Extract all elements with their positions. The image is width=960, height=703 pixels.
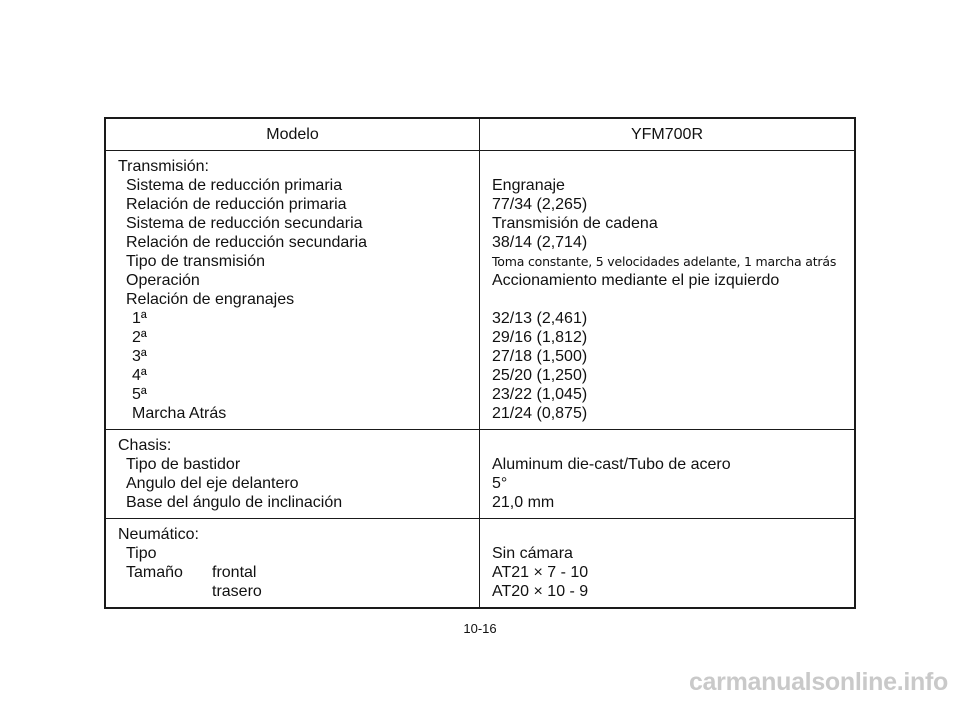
- section-title: Transmisión:: [118, 158, 209, 175]
- spec-label: Operación: [126, 272, 200, 289]
- chasis-labels: [106, 430, 480, 518]
- gear-value: 25/20 (1,250): [492, 367, 588, 384]
- gear-value: 27/18 (1,500): [492, 348, 588, 365]
- spec-value: 21,0 mm: [492, 494, 555, 511]
- transmision-values: [480, 151, 854, 429]
- spec-value: Toma constante, 5 velocidades adelante, 1 marcha atrás: [492, 254, 837, 269]
- gear-label: 4ª: [132, 367, 147, 384]
- spec-label: Angulo del eje delantero: [126, 475, 299, 492]
- header-model-value: YFM700R: [630, 125, 704, 143]
- section-neumatico: [106, 519, 854, 607]
- gear-label: 5ª: [132, 386, 147, 403]
- specifications-table: [104, 117, 856, 609]
- front-tire-label: frontal: [212, 564, 257, 581]
- spacer: [492, 157, 854, 176]
- spec-value: Engranaje: [492, 177, 565, 194]
- spec-label: Tamaño: [126, 564, 183, 581]
- spec-label: Tipo: [126, 545, 157, 562]
- transmision-labels: [106, 151, 480, 429]
- spec-label: Relación de reducción secundaria: [126, 234, 368, 251]
- spec-value: Sin cámara: [492, 545, 573, 562]
- gear-value: 23/22 (1,045): [492, 386, 588, 403]
- gear-value: 29/16 (1,812): [492, 329, 588, 346]
- spec-value: 38/14 (2,714): [492, 234, 588, 251]
- gear-label: 1ª: [132, 310, 147, 327]
- section-title: Chasis:: [118, 437, 172, 454]
- spec-label: Tipo de transmisión: [126, 253, 266, 270]
- section-title: Neumático:: [118, 526, 199, 543]
- page-number: 10-16: [463, 621, 497, 636]
- spec-label: Sistema de reducción primaria: [126, 177, 343, 194]
- tire-size-row: [118, 563, 479, 582]
- spec-value: 77/34 (2,265): [492, 196, 588, 213]
- section-transmision: [106, 151, 854, 430]
- gear-label: 2ª: [132, 329, 147, 346]
- spec-value: Transmisión de cadena: [492, 215, 658, 232]
- section-chasis: [106, 430, 854, 519]
- spec-label: Tipo de bastidor: [126, 456, 241, 473]
- rear-tire-label: trasero: [212, 583, 262, 600]
- gear-value: 32/13 (2,461): [492, 310, 588, 327]
- neumatico-labels: [106, 519, 480, 607]
- spec-value: 5°: [492, 475, 508, 492]
- table-header: [106, 119, 854, 151]
- spec-label: Base del ángulo de inclinación: [126, 494, 343, 511]
- spacer: [492, 436, 854, 455]
- watermark: carmanualsonline.info: [688, 668, 948, 696]
- spec-value: Aluminum die-cast/Tubo de acero: [492, 456, 731, 473]
- rear-tire-value: AT20 × 10 - 9: [492, 583, 589, 600]
- gear-value: 21/24 (0,875): [492, 405, 588, 422]
- neumatico-values: [480, 519, 854, 607]
- front-tire-value: AT21 × 7 - 10: [492, 564, 589, 581]
- spacer: [492, 525, 854, 544]
- spec-label: Sistema de reducción secundaria: [126, 215, 363, 232]
- header-model-label: Modelo: [106, 119, 480, 150]
- spec-value: [492, 290, 854, 309]
- gear-label: 3ª: [132, 348, 147, 365]
- spec-label: Relación de reducción primaria: [126, 196, 347, 213]
- spec-label: Relación de engranajes: [126, 291, 295, 308]
- chasis-values: [480, 430, 854, 518]
- gear-label: Marcha Atrás: [132, 405, 227, 422]
- spec-value: Accionamiento mediante el pie izquierdo: [492, 272, 780, 289]
